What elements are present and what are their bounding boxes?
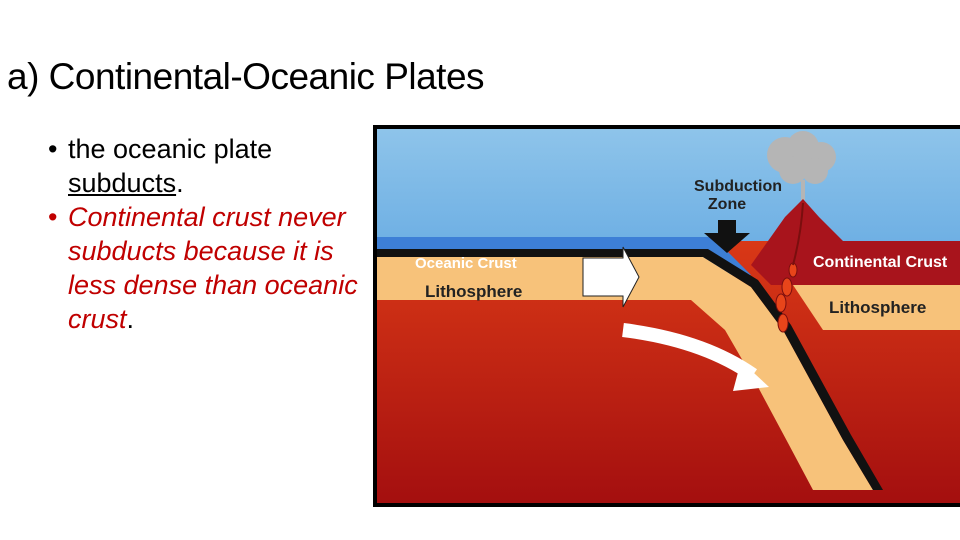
bullet-text: Continental crust never subducts because it is less dense than oceanic <box>68 202 358 300</box>
bullet-dot: • <box>48 134 58 164</box>
bullet-dot: • <box>48 202 58 232</box>
label-subduction: Subduction <box>694 178 782 195</box>
label-continental-crust: Continental Crust <box>813 254 948 271</box>
label-oceanic-crust: Oceanic Crust <box>415 255 517 272</box>
bullet-text: the oceanic plate <box>68 134 273 164</box>
bullet-trail: . <box>176 168 184 198</box>
label-lithosphere-right: Lithosphere <box>829 298 927 317</box>
sky <box>377 129 960 241</box>
label-lithosphere-left: Lithosphere <box>425 282 523 301</box>
subduction-diagram <box>373 125 960 507</box>
bullet-emphasis: subducts <box>68 168 177 198</box>
bullet-item-continental <box>48 200 368 336</box>
subduction-diagram-svg <box>373 125 960 507</box>
slide-title: a) Continental-Oceanic Plates <box>7 56 485 97</box>
bullet-last-word: crust <box>68 304 127 334</box>
bullet-trail: . <box>126 304 135 334</box>
bullet-list <box>48 132 368 336</box>
bullet-item-oceanic <box>48 132 368 200</box>
label-zone: Zone <box>707 196 747 213</box>
